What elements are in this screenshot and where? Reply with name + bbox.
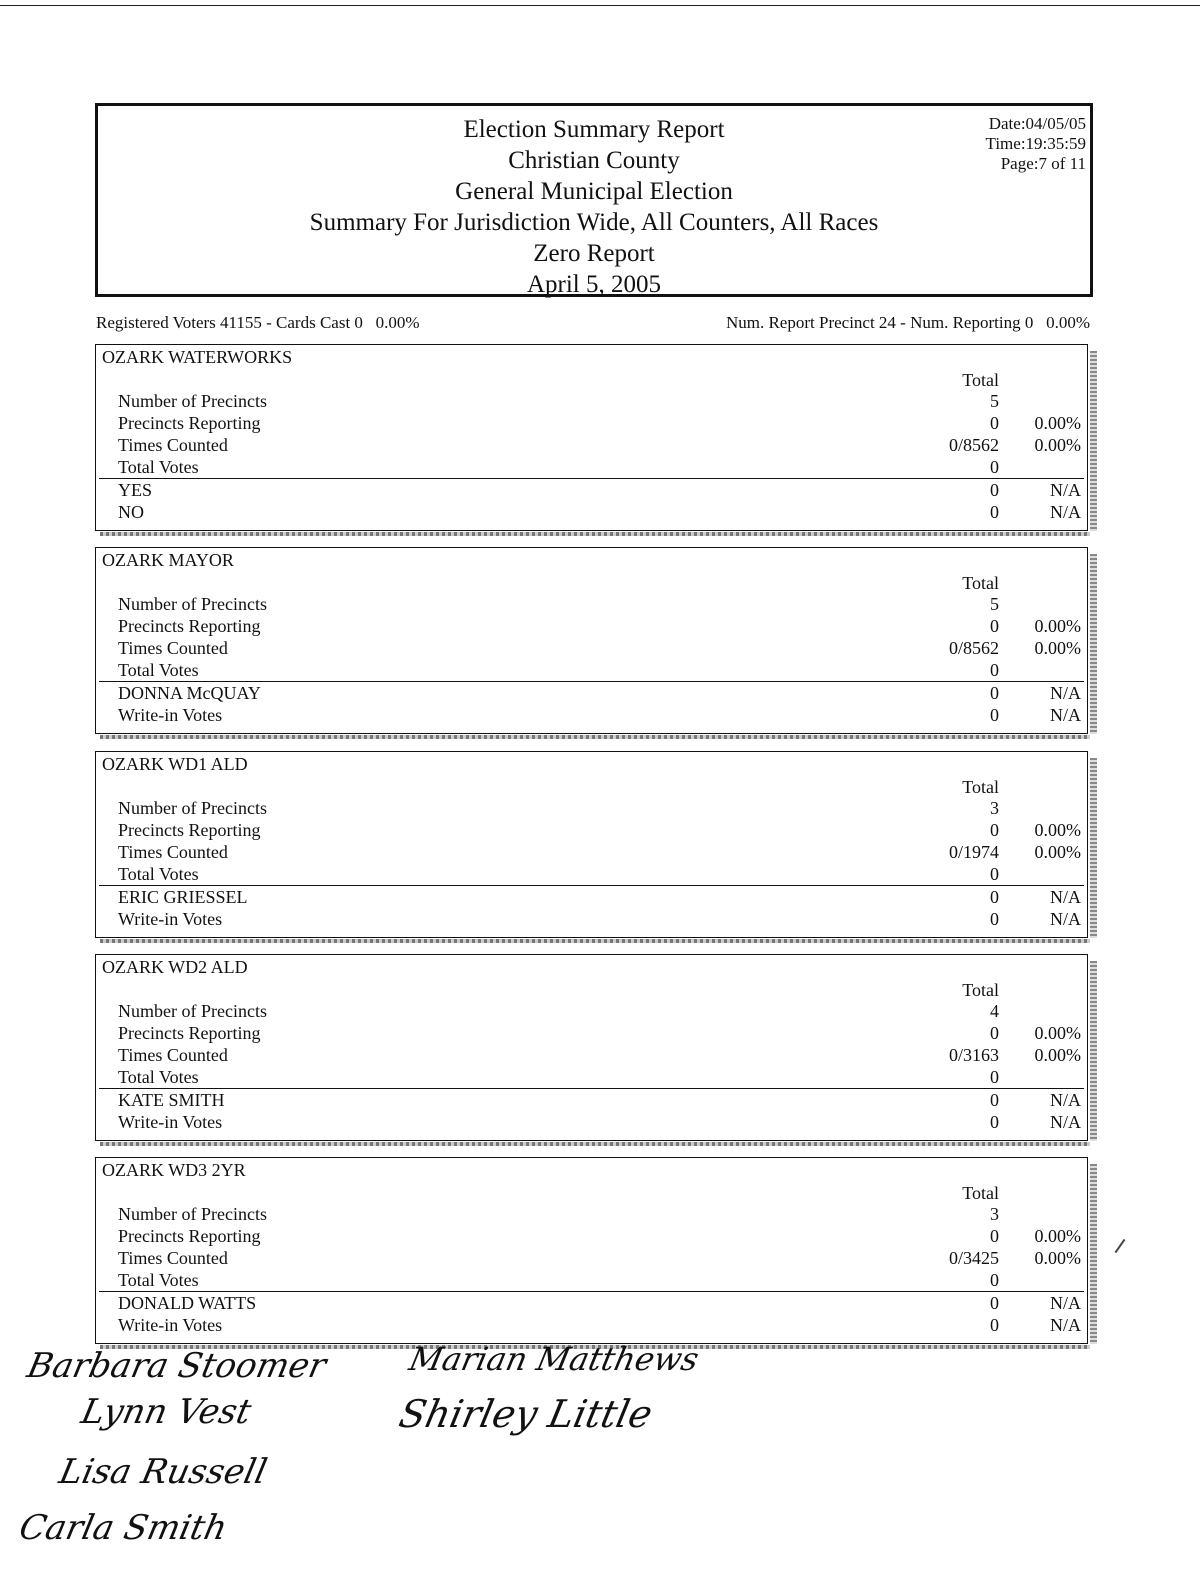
choice-row xyxy=(118,501,1081,523)
row-label: Times Counted xyxy=(118,842,228,862)
report-meta xyxy=(986,114,1086,174)
race-title: OZARK WATERWORKS xyxy=(102,347,293,367)
race-box xyxy=(95,344,1088,531)
report-header xyxy=(95,103,1093,297)
race-title: OZARK MAYOR xyxy=(102,550,234,570)
row-percent: N/A xyxy=(1050,887,1081,907)
box-shadow xyxy=(1090,554,1097,734)
page-number: Page:7 of 11 xyxy=(1000,154,1086,173)
stat-row xyxy=(118,1247,1081,1269)
row-label: Precincts Reporting xyxy=(118,1023,261,1043)
row-total: 0 xyxy=(990,1293,999,1313)
row-label: Total Votes xyxy=(118,457,199,477)
row-percent: N/A xyxy=(1050,1315,1081,1335)
row-total: 0 xyxy=(990,502,999,522)
row-total: 0 xyxy=(990,1226,999,1246)
box-shadow xyxy=(1090,961,1097,1141)
row-percent: 0.00% xyxy=(1034,1248,1081,1268)
row-label: DONNA McQUAY xyxy=(118,683,261,703)
row-total: 0 xyxy=(990,660,999,680)
total-column-header: Total xyxy=(962,573,999,593)
stat-row xyxy=(118,1000,1081,1022)
row-total: 0/3163 xyxy=(948,1045,999,1065)
row-total: 0 xyxy=(990,909,999,929)
race-title: OZARK WD3 2YR xyxy=(102,1160,246,1180)
row-label: YES xyxy=(118,480,153,500)
row-percent: N/A xyxy=(1050,1090,1081,1110)
stat-row xyxy=(118,456,1081,478)
row-label: Times Counted xyxy=(118,638,228,658)
box-shadow xyxy=(100,939,1090,943)
row-label: Total Votes xyxy=(118,864,199,884)
row-percent: 0.00% xyxy=(1034,616,1081,636)
row-total: 0/8562 xyxy=(948,638,999,658)
row-label: Precincts Reporting xyxy=(118,1226,261,1246)
row-label: NO xyxy=(118,502,144,522)
signature: Shirley Little xyxy=(395,1392,657,1436)
stray-pen-mark xyxy=(1115,1239,1126,1253)
row-total: 4 xyxy=(990,1001,999,1021)
row-percent: N/A xyxy=(1050,502,1081,522)
row-label: KATE SMITH xyxy=(118,1090,225,1110)
row-percent: N/A xyxy=(1050,480,1081,500)
row-total: 5 xyxy=(990,391,999,411)
row-label: Times Counted xyxy=(118,1248,228,1268)
choice-row xyxy=(118,908,1081,930)
stat-row xyxy=(118,841,1081,863)
stat-row xyxy=(118,1225,1081,1247)
choice-row xyxy=(118,1314,1081,1336)
row-percent: N/A xyxy=(1050,1112,1081,1132)
row-total: 0 xyxy=(990,616,999,636)
choice-row xyxy=(118,886,1081,908)
choice-row xyxy=(118,682,1081,704)
row-label: Write-in Votes xyxy=(118,1315,223,1335)
row-label: Write-in Votes xyxy=(118,909,223,929)
row-total: 0 xyxy=(990,683,999,703)
stat-row xyxy=(118,1022,1081,1044)
row-total: 0/8562 xyxy=(948,435,999,455)
signature: Marian Matthews xyxy=(405,1340,703,1378)
report-type: Zero Report xyxy=(533,240,655,267)
row-total: 0/3425 xyxy=(948,1248,999,1268)
row-percent: N/A xyxy=(1050,683,1081,703)
box-shadow xyxy=(100,1142,1090,1146)
box-shadow xyxy=(1090,758,1097,938)
row-percent: 0.00% xyxy=(1034,1226,1081,1246)
stat-row xyxy=(118,593,1081,615)
stat-row xyxy=(118,797,1081,819)
row-total: 0 xyxy=(990,1023,999,1043)
total-column-header: Total xyxy=(962,777,999,797)
election-date: April 5, 2005 xyxy=(526,271,662,298)
precinct-reporting-summary: Num. Report Precinct 24 - Num. Reporting 0 0.00% xyxy=(725,313,1090,332)
row-label: Write-in Votes xyxy=(118,705,223,725)
race-box xyxy=(95,547,1088,734)
row-label: Write-in Votes xyxy=(118,1112,223,1132)
total-column-header: Total xyxy=(962,1183,999,1203)
row-total: 0 xyxy=(990,820,999,840)
row-label: Total Votes xyxy=(118,1067,199,1087)
row-total: 0/1974 xyxy=(948,842,999,862)
stat-row xyxy=(118,390,1081,412)
election-name: General Municipal Election xyxy=(455,178,733,205)
row-label: Number of Precincts xyxy=(118,594,267,614)
race-title: OZARK WD2 ALD xyxy=(102,957,248,977)
row-total: 0 xyxy=(990,887,999,907)
race-title: OZARK WD1 ALD xyxy=(102,754,248,774)
row-percent: N/A xyxy=(1050,1293,1081,1313)
registered-voters-summary: Registered Voters 41155 - Cards Cast 0 0.00% xyxy=(96,313,420,332)
box-shadow xyxy=(100,735,1090,739)
stat-row xyxy=(118,615,1081,637)
row-total: 0 xyxy=(990,1315,999,1335)
row-total: 0 xyxy=(990,480,999,500)
signature-area xyxy=(0,1340,820,1571)
choice-row xyxy=(118,1089,1081,1111)
row-percent: 0.00% xyxy=(1034,1023,1081,1043)
report-time: Time:19:35:59 xyxy=(985,134,1086,153)
signature: Barbara Stoomer xyxy=(23,1346,330,1386)
stat-row xyxy=(118,1203,1081,1225)
page-top-rule xyxy=(0,5,1200,6)
row-label: Number of Precincts xyxy=(118,1204,267,1224)
row-total: 0 xyxy=(990,1112,999,1132)
row-label: Number of Precincts xyxy=(118,391,267,411)
row-label: Total Votes xyxy=(118,1270,199,1290)
row-percent: 0.00% xyxy=(1034,1045,1081,1065)
report-title-block xyxy=(98,114,1090,300)
box-shadow xyxy=(1090,1164,1097,1344)
row-label: Times Counted xyxy=(118,435,228,455)
stat-row xyxy=(118,659,1081,681)
row-label: ERIC GRIESSEL xyxy=(118,887,248,907)
row-percent: 0.00% xyxy=(1034,435,1081,455)
row-total: 3 xyxy=(990,798,999,818)
row-label: DONALD WATTS xyxy=(118,1293,257,1313)
report-date: Date:04/05/05 xyxy=(988,114,1086,133)
choice-row xyxy=(118,479,1081,501)
row-label: Precincts Reporting xyxy=(118,820,261,840)
stat-row xyxy=(118,412,1081,434)
race-box xyxy=(95,1157,1088,1344)
row-total: 0 xyxy=(990,1090,999,1110)
row-total: 0 xyxy=(990,1270,999,1290)
total-column-header: Total xyxy=(962,370,999,390)
stat-row xyxy=(118,434,1081,456)
signature: Lisa Russell xyxy=(55,1452,271,1492)
choice-row xyxy=(118,704,1081,726)
row-percent: 0.00% xyxy=(1034,413,1081,433)
stat-row xyxy=(118,1066,1081,1088)
box-shadow xyxy=(100,532,1090,536)
county-name: Christian County xyxy=(508,147,680,174)
row-total: 0 xyxy=(990,413,999,433)
row-percent: 0.00% xyxy=(1034,820,1081,840)
row-percent: N/A xyxy=(1050,909,1081,929)
row-label: Total Votes xyxy=(118,660,199,680)
race-box xyxy=(95,954,1088,1141)
box-shadow xyxy=(1090,351,1097,531)
stat-row xyxy=(118,1044,1081,1066)
row-total: 5 xyxy=(990,594,999,614)
row-percent: 0.00% xyxy=(1034,638,1081,658)
signature: Lynn Vest xyxy=(77,1392,255,1432)
row-percent: N/A xyxy=(1050,705,1081,725)
row-label: Number of Precincts xyxy=(118,1001,267,1021)
stat-row xyxy=(118,863,1081,885)
race-box xyxy=(95,751,1088,938)
row-total: 0 xyxy=(990,1067,999,1087)
stat-row xyxy=(118,637,1081,659)
summary-scope: Summary For Jurisdiction Wide, All Counters, All Races xyxy=(309,209,879,236)
row-total: 0 xyxy=(990,705,999,725)
choice-row xyxy=(118,1111,1081,1133)
choice-row xyxy=(118,1292,1081,1314)
row-label: Number of Precincts xyxy=(118,798,267,818)
row-label: Times Counted xyxy=(118,1045,228,1065)
row-total: 0 xyxy=(990,864,999,884)
stat-row xyxy=(118,1269,1081,1291)
report-title: Election Summary Report xyxy=(463,116,725,143)
row-label: Precincts Reporting xyxy=(118,413,261,433)
signature: Carla Smith xyxy=(15,1508,231,1548)
row-label: Precincts Reporting xyxy=(118,616,261,636)
row-total: 3 xyxy=(990,1204,999,1224)
row-percent: 0.00% xyxy=(1034,842,1081,862)
total-column-header: Total xyxy=(962,980,999,1000)
stat-row xyxy=(118,819,1081,841)
row-total: 0 xyxy=(990,457,999,477)
